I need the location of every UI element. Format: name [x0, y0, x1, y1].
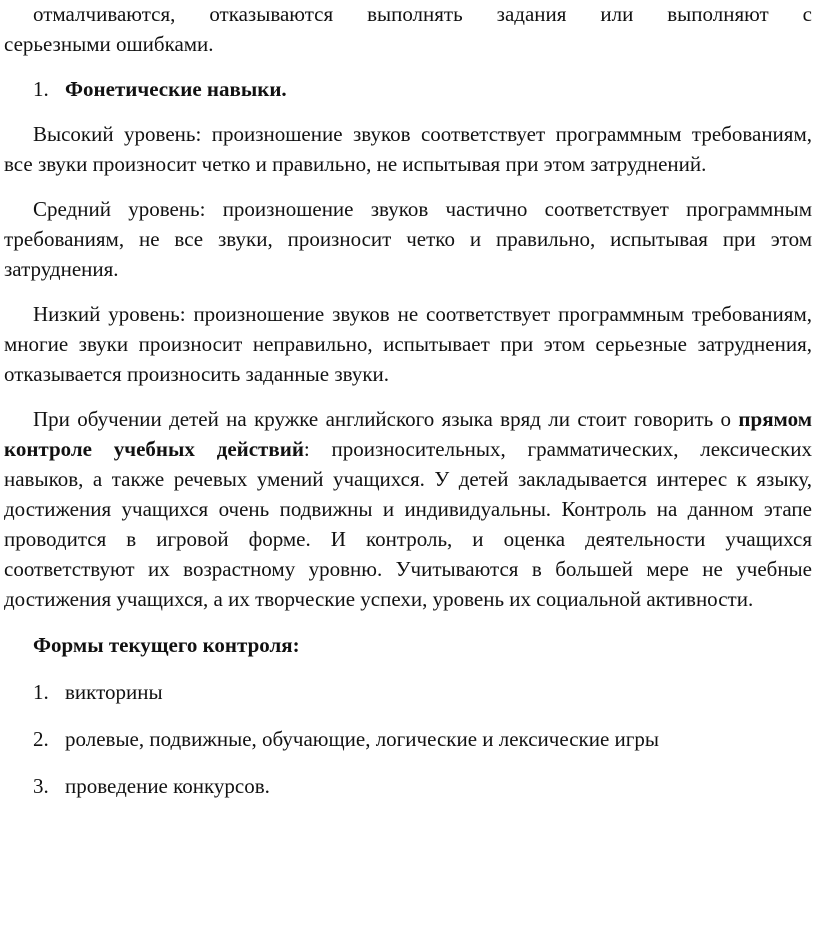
continuation-line-1: отмалчиваются, отказываются выполнять задания или выполняют с [33, 2, 812, 26]
level-medium-paragraph: Средний уровень: произношение звуков частично соответствует программным требованиям, не все звуки, произносит четко и правильно, испытывая при этом затруднения. [4, 197, 812, 281]
forms-list-number: 1. [33, 680, 49, 704]
control-paragraph-rest: : произносительных, грамматических, лексических навыков, а также речевых умений учащихся. У детей закладывается интерес к языку, достижения учащихся очень подвижны и индивидуальны. Контроль на данном этапе проводится в игровой форме. И контроль, и оценка деятельности учащихся соответствуют их возрастному уровню. Учитываются в большей мере не учебные достижения учащихся, а их творческие успехи, уровень их социальной активности. [4, 437, 812, 611]
section-title: Фонетические навыки. [65, 77, 287, 101]
continuation-line-2: серьезными ошибками. [4, 32, 214, 56]
forms-list-item [4, 677, 812, 707]
forms-list-item [4, 771, 812, 801]
control-paragraph-lead: При обучении детей на кружке английского языка вряд ли стоит говорить о [33, 407, 739, 431]
control-paragraph-bold: прямом контроле учебных действий [4, 407, 812, 461]
forms-list-text: викторины [65, 680, 163, 704]
forms-list-number: 3. [33, 774, 49, 798]
forms-list-item [4, 724, 812, 754]
level-low-paragraph: Низкий уровень: произношение звуков не соответствует программным требованиям, многие звуки произносит неправильно, испытывает при этом серьезные затруднения, отказывается произносить заданные звуки. [4, 302, 812, 386]
forms-heading: Формы текущего контроля: [33, 633, 300, 657]
forms-list-text: проведение конкурсов. [65, 774, 270, 798]
level-high-paragraph: Высокий уровень: произношение звуков соответствует программным требованиям, все звуки произносит четко и правильно, не испытывая при этом затруднений. [4, 122, 812, 176]
forms-list-number: 2. [33, 727, 49, 751]
section-number: 1. [33, 77, 49, 101]
control-paragraph [4, 404, 812, 614]
forms-list-text: ролевые, подвижные, обучающие, логические и лексические игры [65, 727, 659, 751]
section-heading [4, 74, 812, 104]
